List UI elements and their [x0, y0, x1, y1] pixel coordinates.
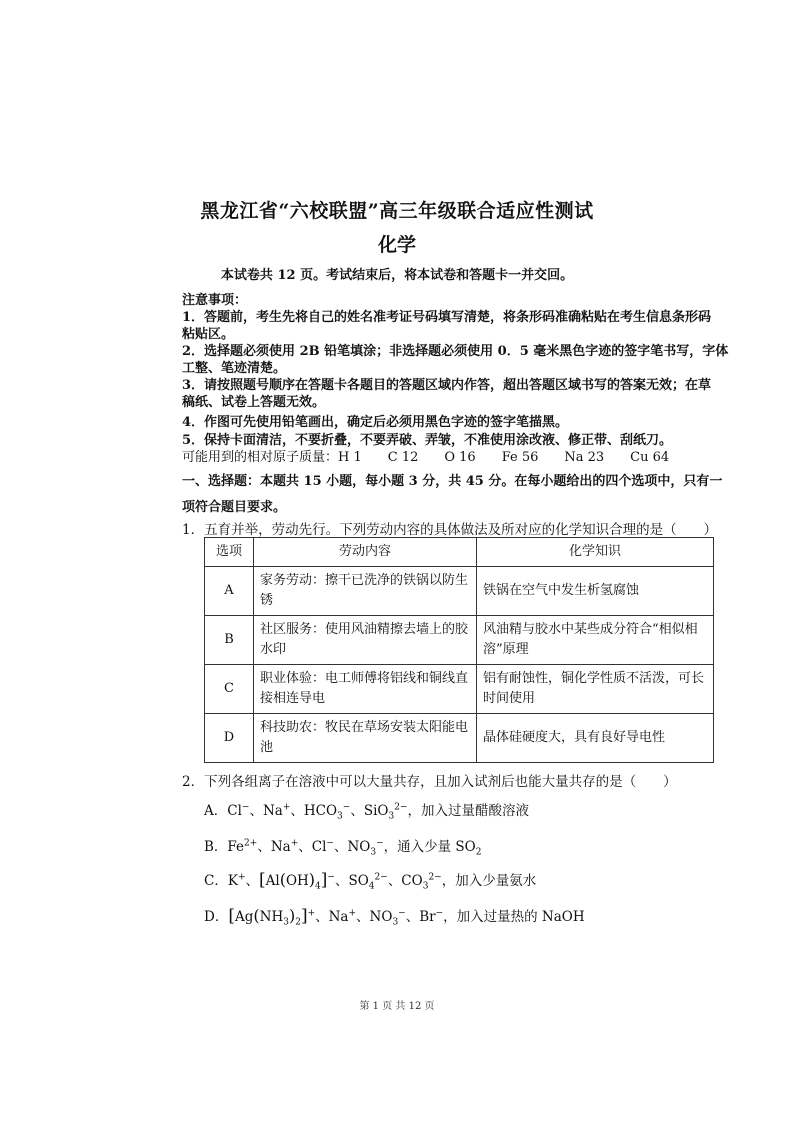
question-1-table: [204, 537, 714, 763]
choice-label: B．: [204, 839, 228, 855]
question-2-stem: 2．下列各组离子在溶液中可以大量共存，且加入试剂后也能大量共存的是（ ）: [182, 774, 677, 790]
knowledge-cell: 铁锅在空气中发生析氢腐蚀: [477, 567, 714, 616]
section-heading: 一、选择题：本题共 15 小题，每小题 3 分，共 45 分。在每小题给出的四个选项中，只有一: [182, 474, 723, 489]
table-row: [205, 665, 714, 714]
note-line: 稿纸、试卷上答题无效。: [182, 395, 326, 410]
knowledge-cell: 风油精与胶水中某些成分符合“相似相溶”原理: [477, 616, 714, 665]
choice-b: [204, 835, 481, 858]
notes-heading: 注意事项：: [182, 293, 248, 308]
ion-formula: K+、$[Al(OH)_4]^-$、$SO_4^{2-}$、$CO_3^{2-}$: [227, 870, 442, 892]
choice-label: A．: [204, 803, 228, 819]
work-cell: 社区服务：使用风油精擦去墙上的胶水印: [254, 616, 477, 665]
choice-condition: ，加入过量热的 NaOH: [443, 909, 585, 925]
col-work: 劳动内容: [254, 538, 477, 567]
note-line: 3．请按照题号顺序在答题卡各题目的答题区域内作答，超出答题区域书写的答案无效；在草: [182, 378, 712, 393]
ion-formula: $[Ag(NH_3)_2]^+$、Na+、$NO_3^-$、Br−: [228, 906, 444, 928]
knowledge-cell: 晶体硅硬度大，具有良好导电性: [477, 714, 714, 763]
atomic-masses: 可能用到的相对原子质量：H 1 C 12 O 16 Fe 56 Na 23 Cu 64: [182, 450, 670, 465]
choice-condition: ，加入过量醋酸溶液: [407, 803, 529, 819]
section-heading-cont: 项符合题目要求。: [182, 500, 287, 515]
option-label: A: [205, 567, 254, 616]
exam-intro: 本试卷共 12 页。考试结束后，将本试卷和答题卡一并交回。: [220, 268, 574, 283]
work-cell: 科技助农：牧民在草场安装太阳能电池: [254, 714, 477, 763]
choice-condition: ，加入少量氨水: [441, 873, 537, 889]
page-footer: 第 1 页 共 12 页: [359, 1001, 435, 1012]
subject-title: 化学: [377, 234, 416, 256]
note-line: 4．作图可先使用铅笔画出，确定后必须用黑色字迹的签字笔描黑。: [182, 415, 569, 430]
choice-label: C．: [204, 873, 228, 889]
table-header-row: [205, 538, 714, 567]
choice-label: D．: [204, 909, 229, 925]
choice-a: [204, 799, 529, 822]
note-line: 5．保持卡面清洁，不要折叠，不要弄破、弄皱，不准使用涂改液、修正带、刮纸刀。: [182, 433, 673, 448]
col-option: 选项: [205, 538, 254, 567]
ion-formula: $Fe^{2+}$、Na+、Cl−、$NO_3^-$: [227, 838, 384, 858]
ion-formula: Cl−、Na+、$HCO_3^-$、SiO$_3^{2-}$: [227, 802, 408, 822]
note-line: 工整、笔迹清楚。: [182, 361, 287, 376]
option-label: B: [205, 616, 254, 665]
choice-d: [204, 905, 585, 928]
note-line: 2．选择题必须使用 2B 铅笔填涂；非选择题必须使用 0．5 毫米黑色字迹的签字笔书写，字体: [182, 344, 729, 359]
note-line: 1．答题前，考生先将自己的姓名准考证号码填写清楚，将条形码准确粘贴在考生信息条形码: [182, 310, 712, 325]
note-line: 粘贴区。: [182, 327, 235, 342]
subscript: 2: [475, 847, 482, 858]
knowledge-cell: 铝有耐蚀性，铜化学性质不活泼，可长时间使用: [477, 665, 714, 714]
option-label: C: [205, 665, 254, 714]
option-label: D: [205, 714, 254, 763]
choice-condition: ，通入少量 SO: [383, 839, 476, 855]
table-row: [205, 616, 714, 665]
table-row: [205, 714, 714, 763]
work-cell: 职业体验：电工师傅将铝线和铜线直接相连导电: [254, 665, 477, 714]
work-cell: 家务劳动：擦干已洗净的铁锅以防生锈: [254, 567, 477, 616]
table-row: [205, 567, 714, 616]
exam-title: 黑龙江省“六校联盟”高三年级联合适应性测试: [200, 200, 594, 222]
choice-c: [204, 869, 536, 892]
question-1-stem: 1．五育并举，劳动先行。下列劳动内容的具体做法及所对应的化学知识合理的是（ ）: [182, 522, 718, 538]
col-knowledge: 化学知识: [477, 538, 714, 567]
